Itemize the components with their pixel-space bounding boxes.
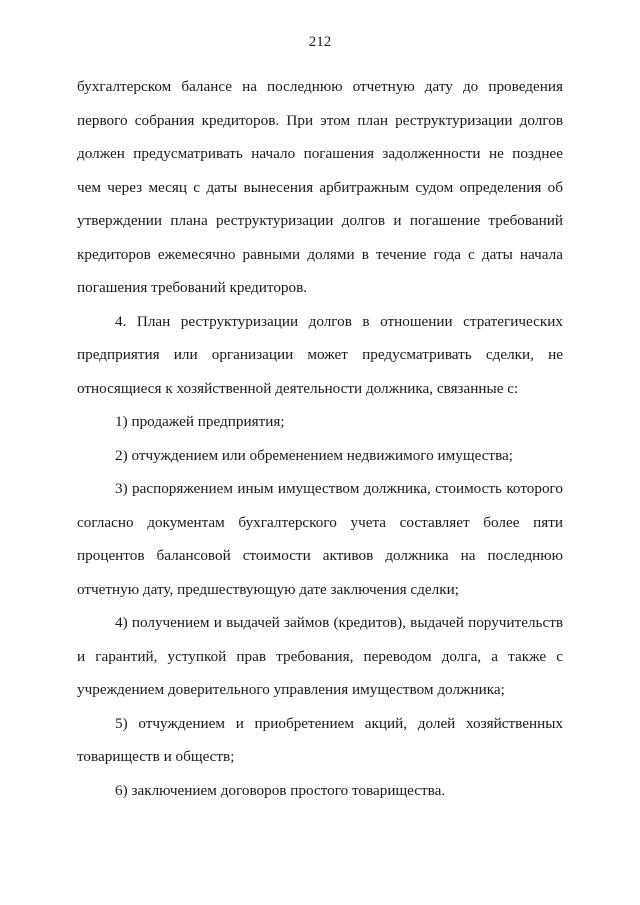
paragraph-clause-4: 4. План реструктуризации долгов в отношении стратегических предприятия или организации может предусматривать сделки, не относящиеся к хозяйственной деятельности должника, связанные с: [77,312,563,397]
list-item-2: 2) отчуждением или обременением недвижимого имущества; [115,446,514,464]
list-item-3: 3) распоряжением иным имуществом должника, стоимость которого согласно документам бухгалтерского учета составляет более пяти процентов балансовой стоимости активов должника на последнюю отчетную дату, предшествующую дате заключения сделки; [77,480,563,598]
list-item-4: 4) получением и выдачей займов (кредитов), выдачей поручительств и гарантий, уступкой прав требования, переводом долга, а также с учреждением доверительного управления имуществом должника; [77,614,563,698]
page-number: 212 [308,34,332,50]
document-body [77,70,563,807]
paragraph-continuation: бухгалтерском балансе на последнюю отчетную дату до проведения первого собрания кредиторов. При этом план реструктуризации долгов должен предусматривать начало погашения задолженности не позднее чем через месяц с даты вынесения арбитражным судом определения об утверждении плана реструктуризации долгов и погашение требований кредиторов ежемесячно равными долями в течение года с даты начала погашения требований кредиторов. [77,78,563,296]
list-item-1: 1) продажей предприятия; [115,413,285,430]
list-item-6: 6) заключением договоров простого товарищества. [115,781,446,799]
list-item-5: 5) отчуждением и приобретением акций, долей хозяйственных товариществ и обществ; [77,714,563,765]
